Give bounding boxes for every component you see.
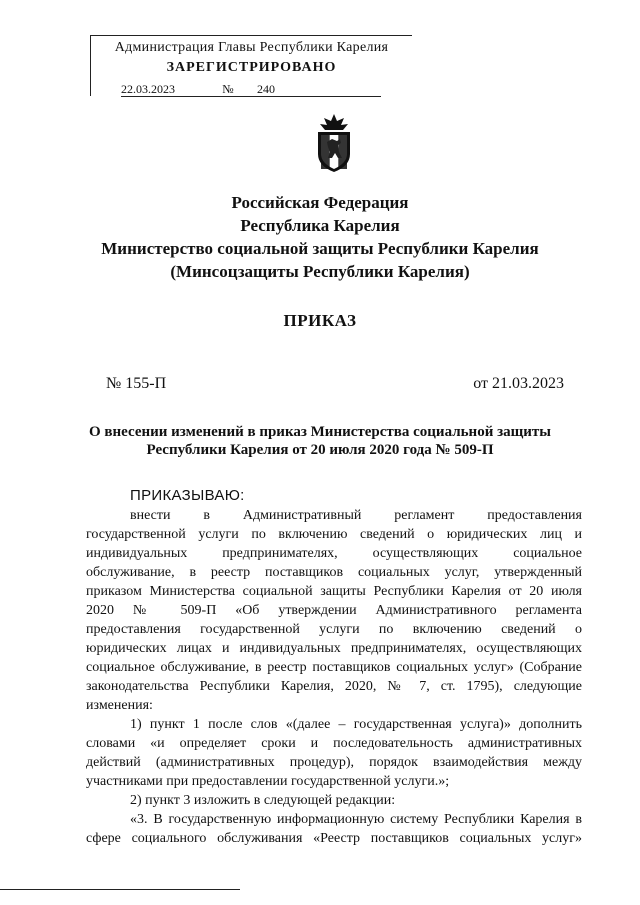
order-date: от 21.03.2023 bbox=[473, 375, 564, 392]
body-line: государственной услуги по включению сведений о юридических лиц и bbox=[86, 527, 582, 542]
body-line: внести в Административный регламент предоставления bbox=[130, 508, 582, 523]
body-line: изменения: bbox=[86, 698, 153, 713]
header-ministry-short: (Минсоцзащиты Республики Карелия) bbox=[170, 262, 470, 281]
subject-line-1: О внесении изменений в приказ Министерства социальной защиты bbox=[88, 424, 552, 440]
body-line: законодательства Республики Карелия, 2020, № 7, ст. 1795), следующие bbox=[86, 679, 582, 694]
stamp-date: 22.03.2023 bbox=[121, 82, 175, 96]
registration-stamp bbox=[90, 35, 412, 96]
order-number: № 155-П bbox=[106, 375, 167, 392]
body-line: действий (административных процедур), порядок взаимодействия между bbox=[86, 755, 582, 770]
body-line: участниками при предоставлении государственной услуги.»; bbox=[86, 774, 450, 789]
body-line: сфере социального обслуживания «Реестр поставщиков социальных услуг» bbox=[86, 831, 582, 846]
header-country: Российская Федерация bbox=[231, 193, 409, 212]
footnote-separator bbox=[0, 889, 240, 890]
stamp-details bbox=[121, 82, 317, 97]
header-republic: Республика Карелия bbox=[240, 216, 400, 235]
stamp-authority: Администрация Главы Республики Карелия bbox=[114, 40, 389, 55]
body-line: 2020 № 509-П «Об утверждении Административного регламента bbox=[86, 603, 582, 618]
stamp-no-label: № bbox=[222, 82, 234, 96]
body-line: юридических лицах и индивидуальных предпринимателях, осуществляющих bbox=[86, 641, 582, 656]
body-line: 2) пункт 3 изложить в следующей редакции: bbox=[130, 793, 396, 808]
body-line: предоставления государственной услуги по включению сведений о bbox=[86, 622, 582, 637]
body-line: индивидуальных предпринимателях, осуществляющих социальное bbox=[86, 546, 582, 561]
document-title: ПРИКАЗ bbox=[283, 311, 357, 330]
header-ministry: Министерство социальной защиты Республики Карелия bbox=[101, 239, 539, 258]
body-line: «3. В государственную информационную систему Республики Карелия в bbox=[130, 812, 582, 827]
body-paragraph-1 bbox=[86, 506, 582, 848]
stamp-number: 240 bbox=[257, 82, 275, 96]
body-line: обслуживание, в реестр поставщиков социальных услуг, утвержденный bbox=[86, 565, 582, 580]
stamp-underline bbox=[121, 96, 381, 97]
body-line: словами «и определяет сроки и последовательность административных bbox=[86, 736, 582, 751]
body-line: 1) пункт 1 после слов «(далее – государственная услуга)» дополнить bbox=[130, 717, 582, 732]
prikazyvayu-heading: ПРИКАЗЫВАЮ: bbox=[130, 487, 245, 504]
body-line: социальное обслуживание, в реестр поставщиков социальных услуг» (Собрание bbox=[86, 660, 582, 675]
stamp-registered: ЗАРЕГИСТРИРОВАНО bbox=[166, 60, 337, 75]
body-line: приказом Министерства социальной защиты Республики Карелия от 20 июля bbox=[86, 584, 582, 599]
karelia-coat-of-arms-icon bbox=[312, 112, 356, 174]
subject-line-2: Республики Карелия от 20 июля 2020 года № 509-П bbox=[146, 442, 494, 458]
